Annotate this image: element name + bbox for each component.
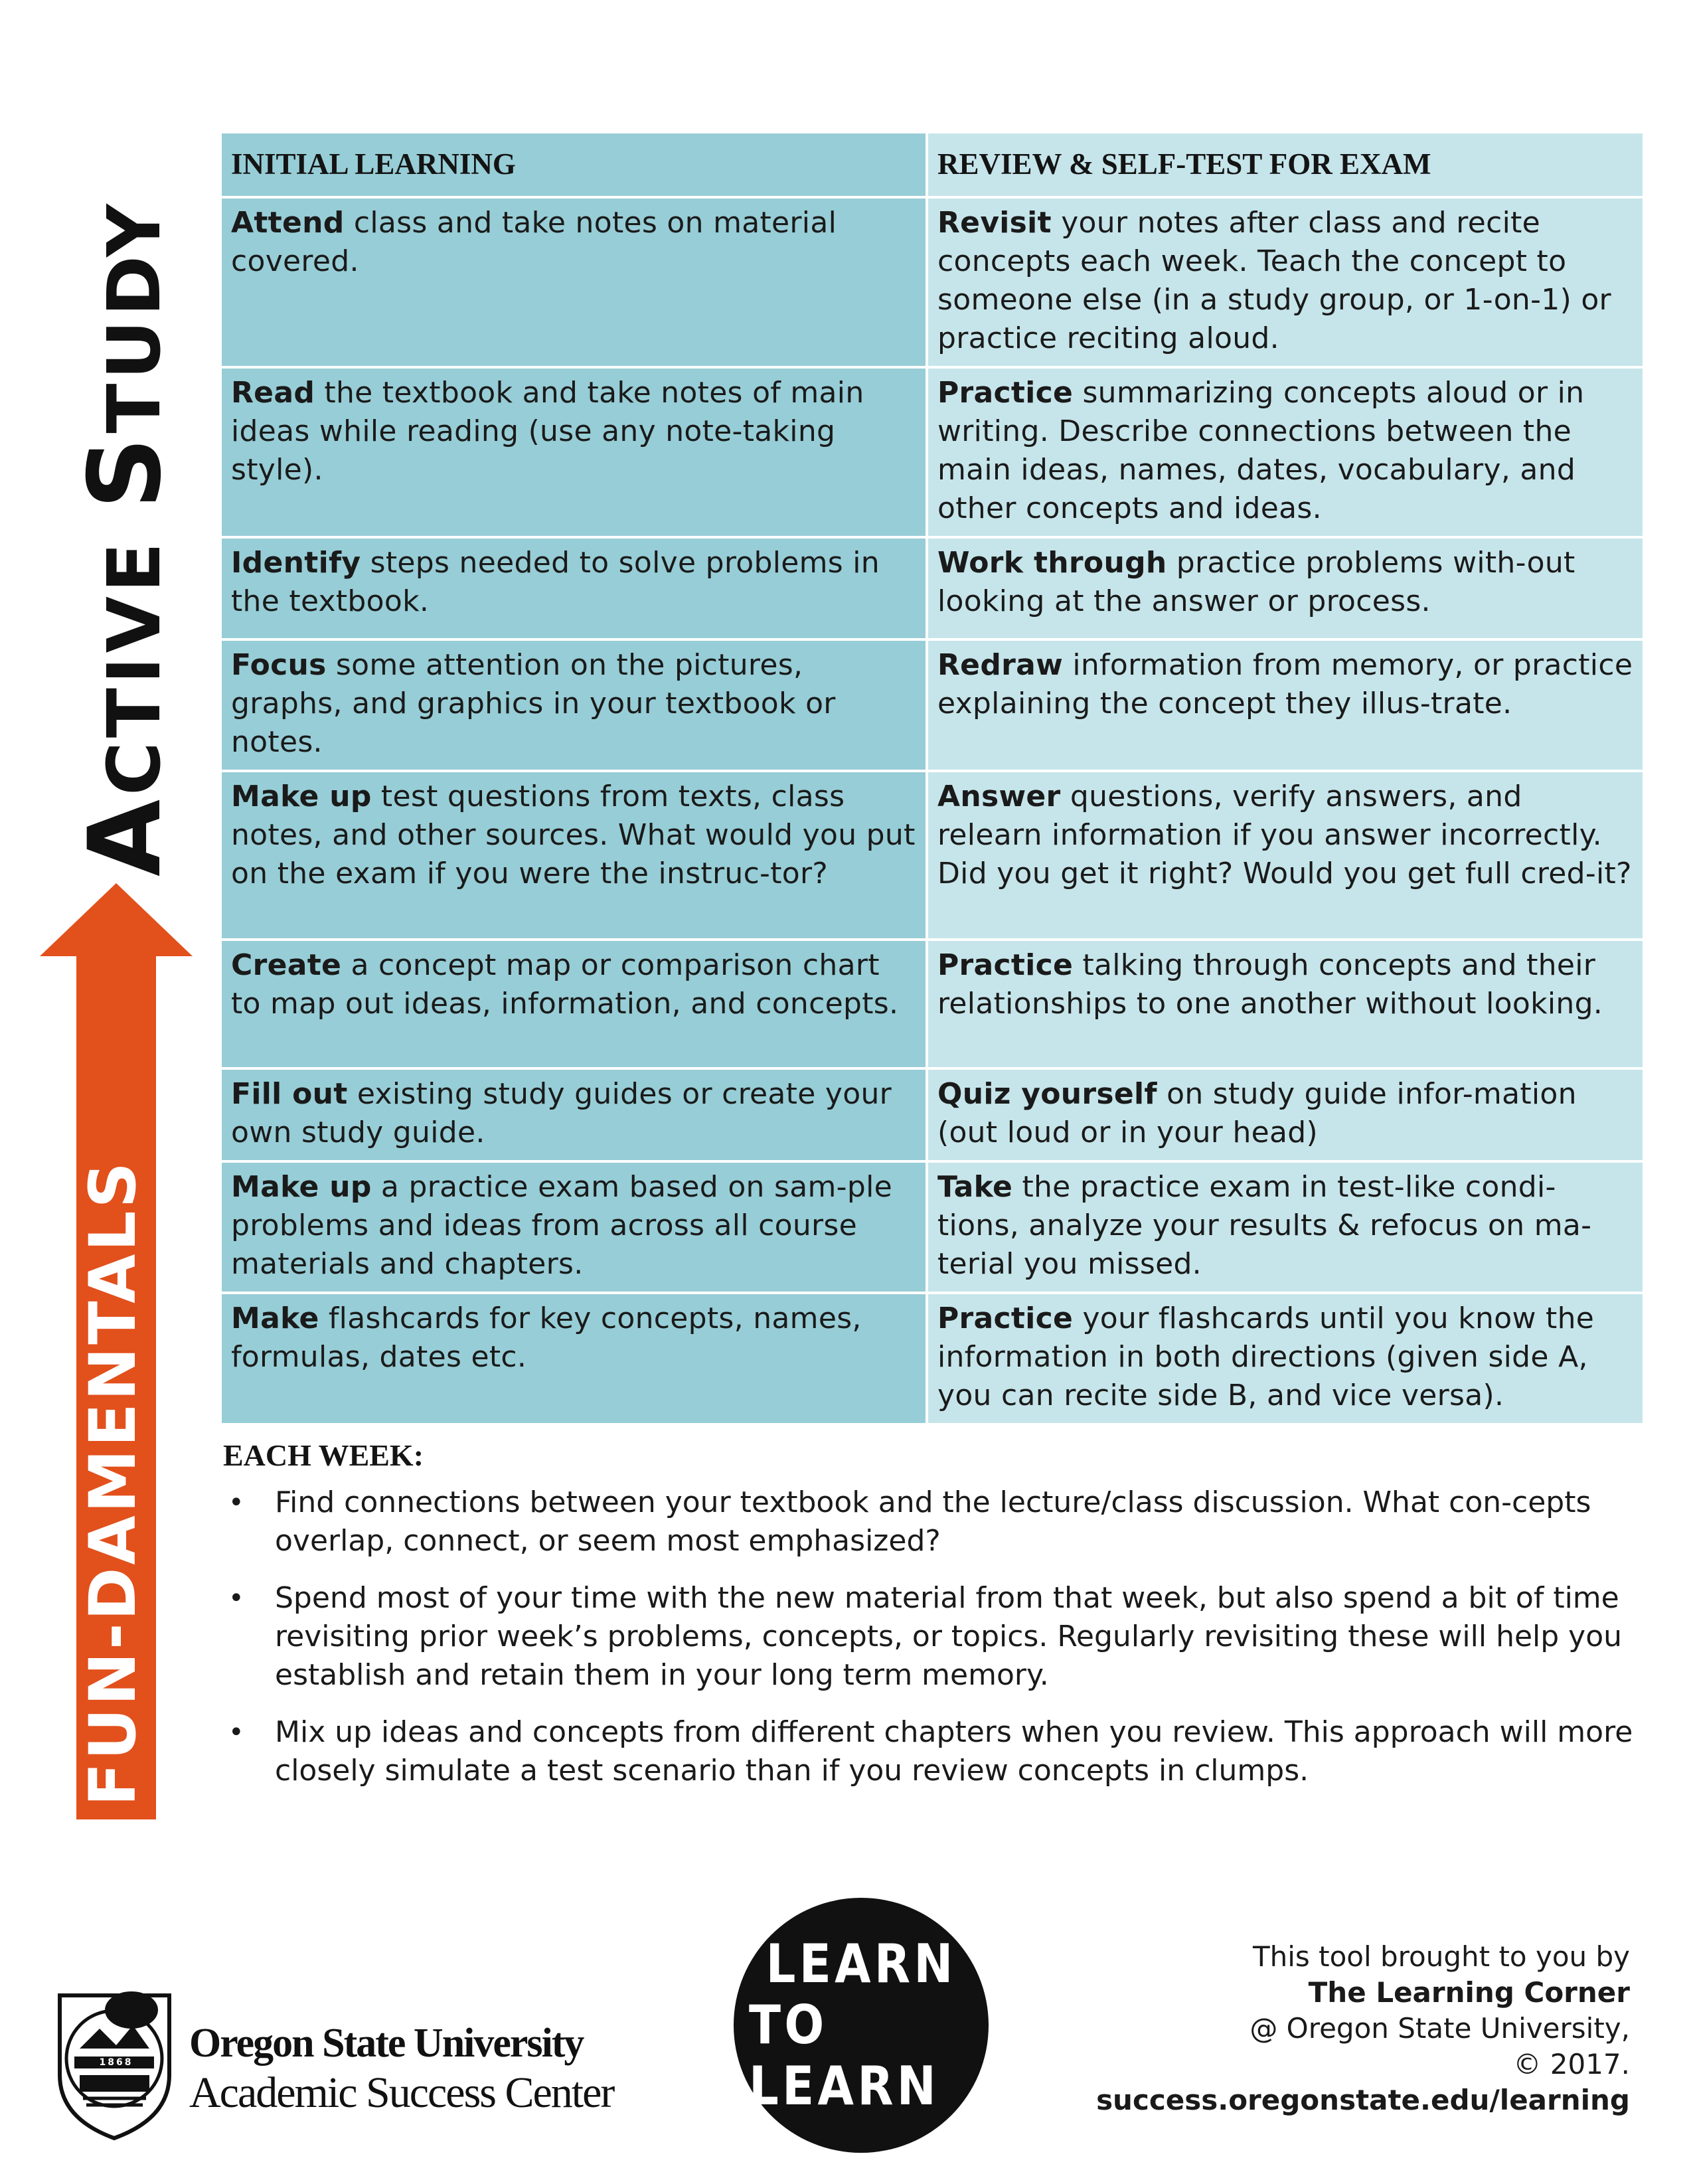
table-row [222, 772, 1643, 938]
credit-line: © 2017. [1513, 2048, 1630, 2080]
list-item: • Find connections between your textbook and the lecture/class discussion. What con-cepts overlap, connect, or seem most emphasized? [223, 1483, 1637, 1560]
list-item: • Mix up ideas and concepts from different chapters when you review. This approach will more closely simulate a test scenario than if you review concepts in clumps. [223, 1713, 1637, 1790]
credit-url-link[interactable]: success.oregonstate.edu/learning [1096, 2084, 1630, 2116]
initial-cell: Make up a practice exam based on sam-ple problems and ideas from across all course materials and chapters. [222, 1163, 926, 1292]
initial-cell: Identify steps needed to solve problems in the textbook. [222, 539, 926, 638]
credit-line-bold: The Learning Corner [1308, 1976, 1630, 2009]
asc-name: Academic Success Center [189, 2068, 614, 2117]
table-row [222, 1294, 1643, 1423]
review-cell: Practice summarizing concepts aloud or in writing. Describe connections between the main ideas, names, dates, vocabulary, and other concepts and ideas. [928, 369, 1643, 536]
review-cell: Work through practice problems with-out looking at the answer or process. [928, 539, 1643, 638]
review-cell: Redraw information from memory, or practice explaining the concept they illus-trate. [928, 641, 1643, 770]
badge-line2: TO LEARN [749, 1994, 940, 2117]
badge-line1: LEARN [766, 1933, 957, 1995]
table-row [222, 539, 1643, 638]
fun-damentals-label: FUN-DAMENTALS [76, 1159, 150, 1806]
each-week-list [223, 1483, 1637, 1790]
header-initial-learning: INITIAL LEARNING [222, 133, 926, 196]
initial-cell: Make up test questions from texts, class notes, and other sources. What would you put on the exam if you were the instruc-tor? [222, 772, 926, 938]
table-row [222, 941, 1643, 1067]
initial-cell: Fill out existing study guides or create your own study guide. [222, 1070, 926, 1160]
credit-line: @ Oregon State University, [1250, 2012, 1630, 2045]
active-studying-label: ACTIVE STUDYING [68, 199, 183, 877]
learn-to-learn-badge [734, 1898, 989, 2153]
bullet-icon: • [228, 1583, 244, 1614]
svg-text:1868: 1868 [99, 2057, 133, 2068]
each-week-heading: EACH WEEK: [223, 1438, 424, 1472]
table-row [222, 369, 1643, 536]
each-week-section [223, 1438, 1637, 1809]
initial-cell: Make flashcards for key concepts, names, formulas, dates etc. [222, 1294, 926, 1423]
review-cell: Practice talking through concepts and their relationships to one another without looking. [928, 941, 1643, 1067]
bullet-icon: • [228, 1487, 244, 1518]
initial-cell: Read the textbook and take notes of main ideas while reading (use any note-taking style). [222, 369, 926, 536]
bullet-icon: • [228, 1717, 244, 1748]
initial-cell: Create a concept map or comparison chart to map out ideas, information, and concepts. [222, 941, 926, 1067]
study-table [219, 131, 1645, 1426]
table-row [222, 641, 1643, 770]
side-title [40, 199, 193, 1819]
initial-cell: Focus some attention on the pictures, graphs, and graphics in your textbook or notes. [222, 641, 926, 770]
review-cell: Answer questions, verify answers, and relearn information if you answer incorrectly. Did you get it right? Would you get full cred-it? [928, 772, 1643, 938]
header-review-self-test: REVIEW & SELF-TEST FOR EXAM [928, 133, 1643, 196]
table-header-row [222, 133, 1643, 196]
table-row [222, 1163, 1643, 1292]
credits [1032, 1939, 1630, 2118]
osu-seal-icon [60, 1991, 169, 2138]
osu-asc-logo [53, 1982, 664, 2142]
table-row [222, 199, 1643, 366]
list-item: • Spend most of your time with the new material from that week, but also spend a bit of time revisiting prior week’s problems, concepts, or topics. Regularly revisiting these will help you establish and retain them in your long term memory. [223, 1579, 1637, 1695]
osu-name: Oregon State University [189, 2021, 584, 2066]
table-row [222, 1070, 1643, 1160]
review-cell: Take the practice exam in test-like condi-tions, analyze your results & refocus on ma-terial you missed. [928, 1163, 1643, 1292]
review-cell: Practice your flashcards until you know the information in both directions (given side A, you can recite side B, and vice versa). [928, 1294, 1643, 1423]
initial-cell: Attend class and take notes on material covered. [222, 199, 926, 366]
credit-line: This tool brought to you by [1252, 1940, 1630, 1973]
review-cell: Revisit your notes after class and recite concepts each week. Teach the concept to someone else (in a study group, or 1-on-1) or practice reciting aloud. [928, 199, 1643, 366]
review-cell: Quiz yourself on study guide infor-mation (out loud or in your head) [928, 1070, 1643, 1160]
